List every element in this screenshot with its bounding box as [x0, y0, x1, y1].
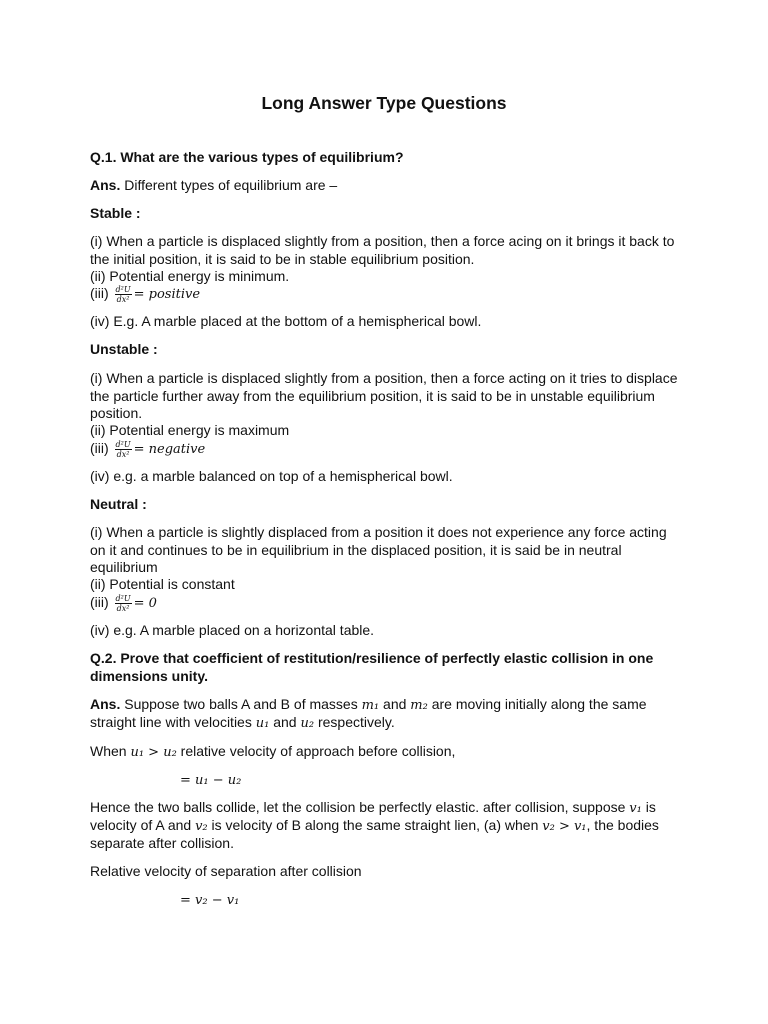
neutral-line-1: (i) When a particle is slightly displaced from a position it does not experience any force acting	[90, 524, 667, 540]
answer-2-line-5: separate after collision.	[90, 835, 234, 851]
neutral-line-3: equilibrium	[90, 559, 158, 575]
text-segment: When	[90, 743, 131, 759]
second-derivative-fraction	[115, 440, 132, 459]
answer-2-line-4	[90, 817, 659, 834]
when-line	[90, 743, 455, 760]
text-segment: is	[641, 799, 656, 815]
unstable-line-iii	[90, 440, 205, 459]
velocity-v1: v₁	[629, 801, 642, 816]
text-segment: and	[379, 696, 411, 712]
velocity-u2: u₂	[300, 716, 315, 731]
velocity-u1: u₁	[255, 716, 270, 731]
stable-line-iv: (iv) E.g. A marble placed at the bottom of a hemispherical bowl.	[90, 313, 482, 329]
question-2-line-2: dimensions unity.	[90, 668, 208, 684]
text-segment: and	[269, 714, 301, 730]
fraction-denominator: dx²	[116, 295, 130, 304]
unstable-line-2: the particle further away from the equilibrium position, it is said to be in unstable equilibrium	[90, 388, 655, 404]
unstable-line-1: (i) When a particle is displaced slightly from a position, then a force acting on it tries to displace	[90, 370, 678, 386]
text-segment: velocity of A and	[90, 817, 196, 833]
fraction-rhs: = 0	[133, 596, 157, 612]
stable-line-3: (ii) Potential energy is minimum.	[90, 268, 290, 284]
text-segment: are moving initially along the same	[427, 696, 647, 712]
stable-line-2: the initial position, it is said to be in stable equilibrium position.	[90, 251, 475, 267]
iii-label: (iii)	[90, 594, 113, 611]
neutral-heading: Neutral :	[90, 496, 147, 512]
neutral-line-4: (ii) Potential is constant	[90, 576, 235, 592]
iii-label: (iii)	[90, 440, 113, 457]
fraction-denominator: dx²	[116, 450, 130, 459]
question-1: Q.1. What are the various types of equilibrium?	[90, 149, 404, 165]
text-segment: straight line with velocities	[90, 714, 256, 730]
text-segment: Hence the two balls collide, let the collision be perfectly elastic. after collision, suppose	[90, 799, 630, 815]
second-derivative-fraction	[115, 285, 132, 304]
unstable-line-3: position.	[90, 405, 143, 421]
text-segment: , the bodies	[586, 817, 659, 833]
unstable-heading: Unstable :	[90, 341, 158, 357]
fraction-rhs: = negative	[133, 442, 206, 458]
relative-separation-line: Relative velocity of separation after collision	[90, 863, 362, 879]
text-segment: Suppose two balls A and B of masses	[120, 696, 362, 712]
stable-heading: Stable :	[90, 205, 141, 221]
answer-1-intro	[90, 177, 337, 193]
answer-2-line-3	[90, 799, 656, 816]
inequality-u1-u2: u₁ > u₂	[130, 745, 177, 760]
equation-separation: = v₂ − v₁	[180, 893, 240, 908]
stable-line-iii	[90, 285, 200, 304]
inequality-v2-v1: v₂ > v₁	[542, 819, 587, 834]
mass-m1: m₁	[361, 698, 380, 713]
unstable-line-4: (ii) Potential energy is maximum	[90, 422, 290, 438]
velocity-v2: v₂	[195, 819, 208, 834]
ans-label: Ans.	[90, 177, 121, 193]
text-segment: respectively.	[314, 714, 395, 730]
mass-m2: m₂	[410, 698, 428, 713]
fraction-numerator: d²U	[115, 285, 131, 294]
stable-line-1: (i) When a particle is displaced slightly from a position, then a force acing on it brings it back to	[90, 233, 675, 249]
answer-2-line-1	[90, 696, 647, 713]
ans-text: Different types of equilibrium are –	[120, 177, 338, 193]
iii-label: (iii)	[90, 285, 113, 302]
question-2-line-1: Q.2. Prove that coefficient of restitution/resilience of perfectly elastic collision in one	[90, 650, 654, 666]
neutral-line-iii	[90, 594, 157, 613]
fraction-rhs: = positive	[133, 287, 201, 303]
equation-approach: = u₁ − u₂	[180, 773, 242, 788]
fraction-denominator: dx²	[116, 604, 130, 613]
fraction-numerator: d²U	[115, 440, 131, 449]
text-segment: relative velocity of approach before collision,	[176, 743, 456, 759]
unstable-line-iv: (iv) e.g. a marble balanced on top of a hemispherical bowl.	[90, 468, 453, 484]
second-derivative-fraction	[115, 594, 132, 613]
answer-2-line-2	[90, 714, 395, 731]
neutral-line-2: on it and continues to be in equilibrium in the displaced position, it is said be in neutral	[90, 542, 622, 558]
text-segment: is velocity of B along the same straight lien, (a) when	[207, 817, 543, 833]
page-title: Long Answer Type Questions	[261, 93, 507, 113]
fraction-numerator: d²U	[115, 594, 131, 603]
ans-label: Ans.	[90, 696, 121, 712]
neutral-line-iv: (iv) e.g. A marble placed on a horizontal table.	[90, 622, 375, 638]
